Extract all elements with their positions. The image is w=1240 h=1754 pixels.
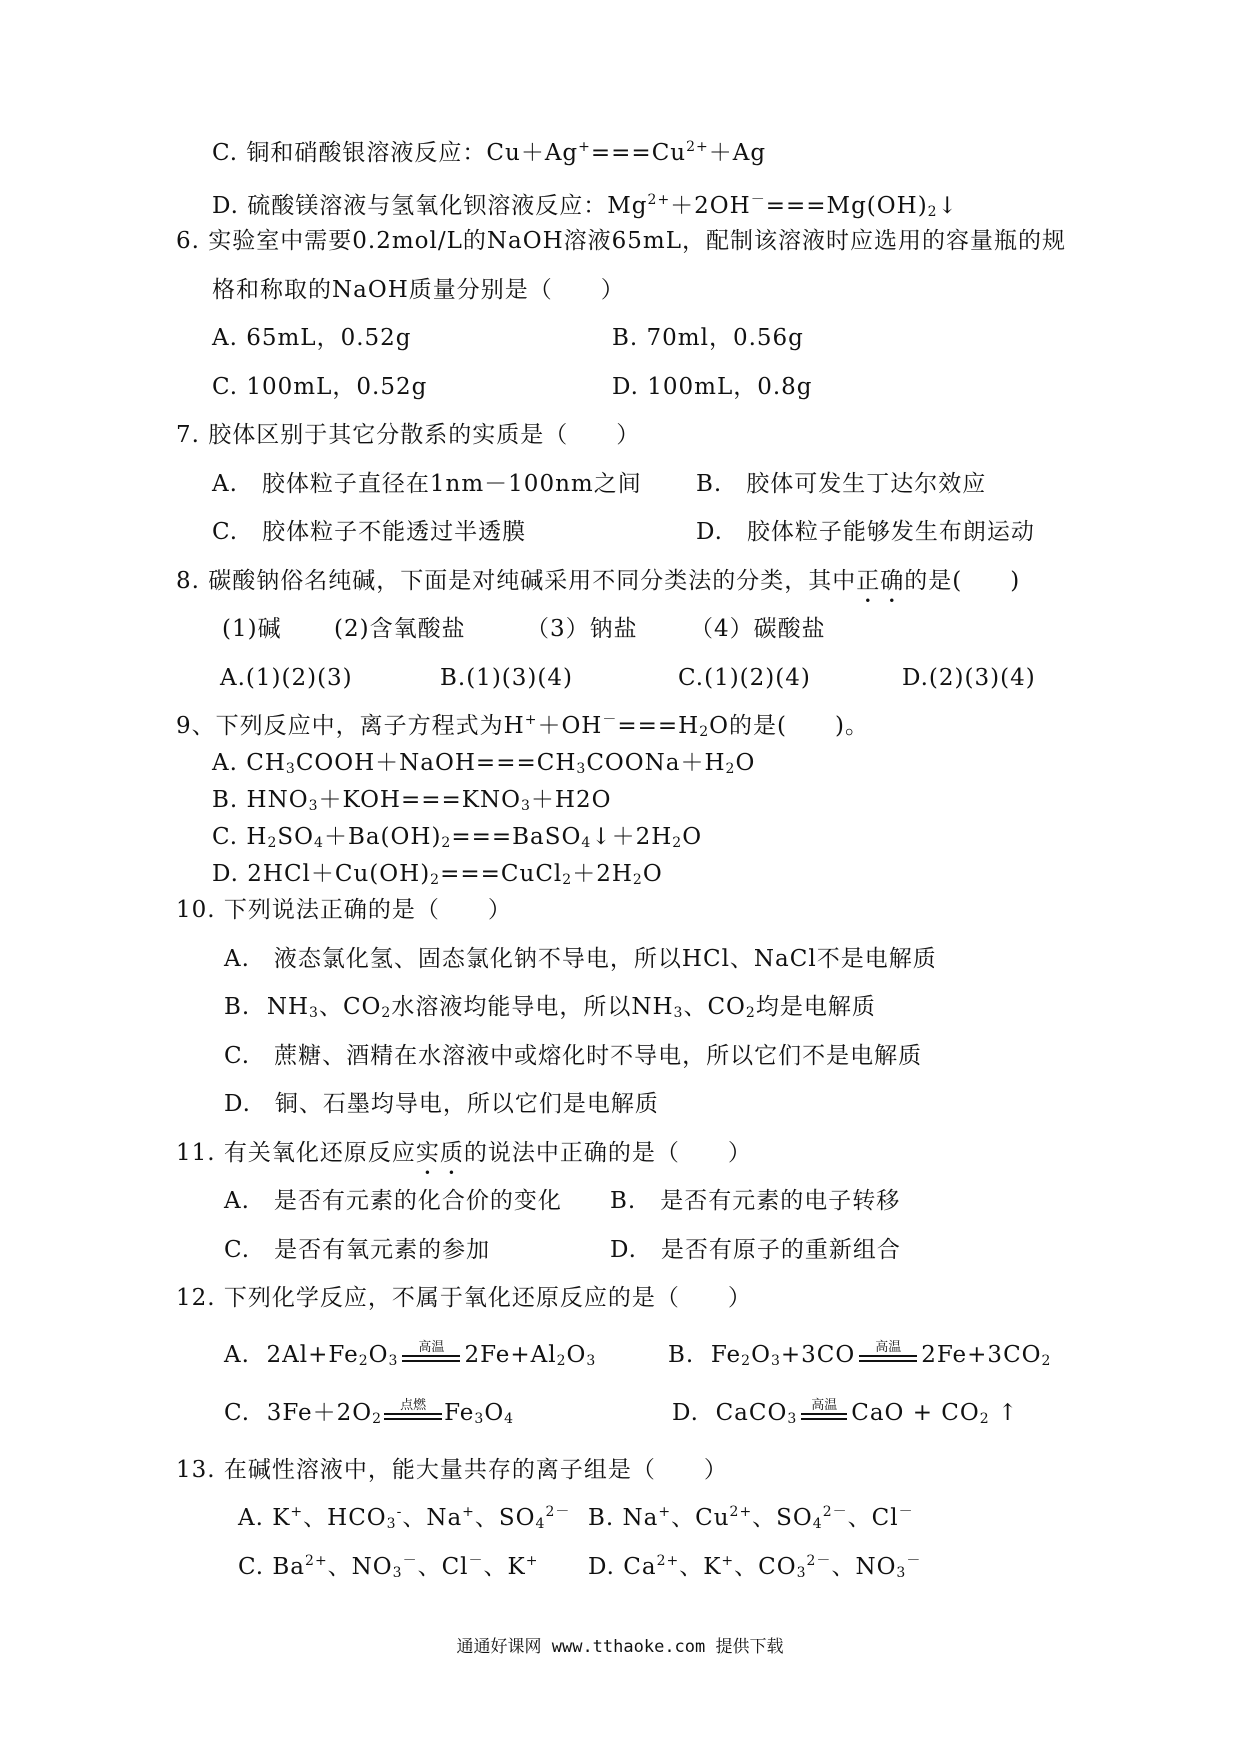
- q10-b-formula-2: $NH_3$、$CO_2$: [631, 994, 756, 1021]
- q8-item-3: （3）钠盐: [526, 616, 638, 642]
- q9-b-equation: $HNO_3+KOH===KNO_3+H2O$: [246, 787, 612, 814]
- q12-a-products: $2Fe+Al_2O_3$: [464, 1342, 597, 1369]
- q6-stem-line1: [176, 226, 1066, 256]
- q13-stem: [176, 1455, 728, 1485]
- q7-option-c: C. 胶体粒子不能透过半透膜: [212, 519, 527, 545]
- q5-option-d: [212, 191, 958, 221]
- q8-item-2: (2)含氧酸盐: [334, 616, 466, 642]
- q12-b-reactants: $Fe_2O_3+3CO$: [710, 1342, 856, 1369]
- q9-option-d: [212, 859, 663, 889]
- q12-d-label: D.: [672, 1400, 699, 1426]
- q8-text-b: 的是( ): [904, 568, 1021, 594]
- q6-option-b: B. 70ml，0.56g: [612, 325, 804, 351]
- q13-a-label: A.: [238, 1505, 264, 1531]
- q12-stem: [176, 1283, 752, 1313]
- q7-number: 7.: [176, 422, 200, 448]
- q9-ion-equation: $H^++OH^-===H_2O$: [503, 712, 730, 740]
- q12-d-reactants: CaCO$_3$: [715, 1400, 798, 1427]
- q5-d-equation: $Mg^{2+}+2OH^-===Mg(OH)_2↓$: [607, 192, 958, 220]
- q10-stem: [176, 895, 512, 925]
- q6-option-c: C. 100mL，0.52g: [212, 374, 428, 400]
- q10-option-b: [224, 992, 876, 1022]
- q8-number: 8.: [176, 568, 200, 594]
- high-temp-condition: [859, 1341, 917, 1371]
- q11-option-c: C. 是否有氧元素的参加: [224, 1237, 491, 1263]
- q9-stem: [176, 711, 869, 741]
- q12-c-products: $Fe_3O_4$: [444, 1400, 515, 1427]
- q13-b-ions: Na+、$Cu^{2+}$、$SO_4^{2-}$、Cl－: [622, 1504, 914, 1532]
- q9-number: 9、: [176, 713, 216, 739]
- high-temp-label: 高温: [875, 1340, 902, 1355]
- q8-option-d: D.(2)(3)(4): [902, 665, 1036, 691]
- q11-option-d: D. 是否有原子的重新组合: [610, 1237, 901, 1263]
- q11-stem: [176, 1138, 752, 1180]
- q7-stem: [176, 420, 640, 450]
- q13-a-ions: K+、$HCO_3^-$、Na+、$SO_4^{2-}$: [272, 1504, 571, 1532]
- q10-b-formula-1: $NH_3$、$CO_2$: [266, 994, 392, 1021]
- q11-text-emphasis: 实质: [415, 1140, 464, 1166]
- q7-option-b: B. 胶体可发生丁达尔效应: [696, 471, 987, 497]
- q6-text-1: 实验室中需要0.2mol/L的NaOH溶液65mL，配制该溶液时应选用的容量瓶的规: [208, 228, 1066, 254]
- q9-b-label: B.: [212, 787, 239, 813]
- q13-number: 13.: [176, 1457, 216, 1483]
- ignite-label: 点燃: [400, 1398, 427, 1413]
- q5-c-equation: $Cu+Ag^+===Cu^{2+}+Ag$: [486, 139, 767, 166]
- q9-text-b: 的是( )。: [729, 713, 869, 739]
- q12-b-label: B.: [668, 1342, 695, 1368]
- q10-b-label: B.: [224, 994, 251, 1020]
- ignite-condition: [384, 1399, 442, 1429]
- high-temp-condition: [402, 1341, 460, 1371]
- q10-option-a: A. 液态氯化氢、固态氯化钠不导电，所以HCl、NaCl不是电解质: [224, 946, 937, 972]
- q8-item-1: (1)碱: [222, 616, 282, 642]
- q13-d-ions: $Ca^{2+}$、K+、$CO_3^{2-}$、$NO_3^-$: [623, 1553, 922, 1581]
- q12-text: 下列化学反应，不属于氧化还原反应的是（ ）: [223, 1285, 752, 1311]
- q9-a-equation: $CH_3COOH+NaOH===CH_3COONa+H_2O$: [246, 750, 756, 777]
- q10-number: 10.: [176, 897, 216, 923]
- q7-option-d: D. 胶体粒子能够发生布朗运动: [696, 519, 1035, 545]
- q5-c-label: C.: [212, 140, 239, 166]
- q5-option-c: [212, 138, 766, 168]
- q13-option-d: [588, 1552, 921, 1582]
- q8-stem: [176, 566, 1020, 608]
- q10-b-text: 水溶液均能导电，所以: [391, 994, 632, 1020]
- q7-text: 胶体区别于其它分散系的实质是（ ）: [208, 422, 641, 448]
- q6-option-a: A. 65mL，0.52g: [212, 325, 412, 351]
- q8-option-c: C.(1)(2)(4): [678, 665, 811, 691]
- q9-d-label: D.: [212, 861, 239, 887]
- q13-c-label: C.: [238, 1554, 265, 1580]
- q12-option-b: [668, 1340, 1051, 1371]
- q9-text-a: 下列反应中，离子方程式为: [215, 713, 504, 739]
- q12-a-label: A.: [224, 1342, 250, 1368]
- q6-number: 6.: [176, 228, 200, 254]
- high-temp-label: 高温: [418, 1340, 445, 1355]
- q6-stem-line2: 格和称取的NaOH质量分别是（ ）: [212, 277, 625, 303]
- q8-text-emphasis: 正确: [856, 568, 905, 594]
- q9-option-a: [212, 748, 755, 778]
- q8-option-b: B.(1)(3)(4): [440, 665, 573, 691]
- q13-option-a: [238, 1503, 570, 1533]
- q12-c-label: C.: [224, 1400, 251, 1426]
- q10-option-d: D. 铜、石墨均导电，所以它们是电解质: [224, 1091, 659, 1117]
- q9-option-c: [212, 822, 702, 852]
- q12-option-d: [672, 1398, 1018, 1429]
- q9-option-b: [212, 785, 611, 815]
- high-temp-condition: [801, 1399, 847, 1429]
- q5-d-text: 硫酸镁溶液与氢氧化钡溶液反应：: [247, 193, 608, 219]
- q13-option-c: [238, 1552, 538, 1582]
- q11-text-a: 有关氧化还原反应: [223, 1140, 416, 1166]
- q6-option-d: D. 100mL，0.8g: [612, 374, 813, 400]
- q10-text: 下列说法正确的是（ ）: [223, 897, 512, 923]
- q12-b-products: $2Fe+3CO_2$: [921, 1342, 1052, 1369]
- q12-option-a: [224, 1340, 596, 1371]
- q13-d-label: D.: [588, 1554, 615, 1580]
- q11-option-a: A. 是否有元素的化合价的变化: [224, 1188, 562, 1214]
- q9-d-equation: $2HCl+Cu(OH)_2===CuCl_2+2H_2O$: [247, 861, 663, 888]
- q12-a-reactants: $2Al+Fe_2O_3$: [266, 1342, 399, 1369]
- q5-d-label: D.: [212, 193, 239, 219]
- q12-c-reactants: $3Fe+2O_2$: [266, 1400, 383, 1427]
- q9-a-label: A.: [212, 750, 238, 776]
- q8-option-a: A.(1)(2)(3): [220, 665, 353, 691]
- q13-option-b: [588, 1503, 914, 1533]
- q7-option-a: A. 胶体粒子直径在1nm－100nm之间: [212, 471, 642, 497]
- q9-c-label: C.: [212, 824, 239, 850]
- q11-option-b: B. 是否有元素的电子转移: [610, 1188, 901, 1214]
- q9-c-equation: $H_2SO_4+Ba(OH)_2===BaSO_4↓+2H_2O$: [246, 824, 703, 851]
- q11-text-b: 的说法中正确的是（ ）: [463, 1140, 752, 1166]
- q13-b-label: B.: [588, 1505, 615, 1531]
- q12-option-c: [224, 1398, 514, 1429]
- high-temp-label: 高温: [811, 1398, 838, 1413]
- footer-source[interactable]: 通通好课网 www.tthaoke.com 提供下载: [456, 1637, 784, 1657]
- q5-c-text: 铜和硝酸银溶液反应：: [246, 140, 487, 166]
- q12-d-products: CaO + $CO_2$ ↑: [851, 1400, 1019, 1427]
- q13-c-ions: $Ba^{2+}$、$NO_3^-$、Cl－、K+: [272, 1553, 539, 1581]
- q13-text: 在碱性溶液中，能大量共存的离子组是（ ）: [223, 1457, 728, 1483]
- q12-number: 12.: [176, 1285, 216, 1311]
- q10-option-c: C. 蔗糖、酒精在水溶液中或熔化时不导电，所以它们不是电解质: [224, 1043, 923, 1069]
- q11-number: 11.: [176, 1140, 216, 1166]
- q10-b-text-end: 均是电解质: [755, 994, 876, 1020]
- q8-item-4: （4）碳酸盐: [690, 616, 826, 642]
- q8-text-a: 碳酸钠俗名纯碱，下面是对纯碱采用不同分类法的分类，其中: [208, 568, 857, 594]
